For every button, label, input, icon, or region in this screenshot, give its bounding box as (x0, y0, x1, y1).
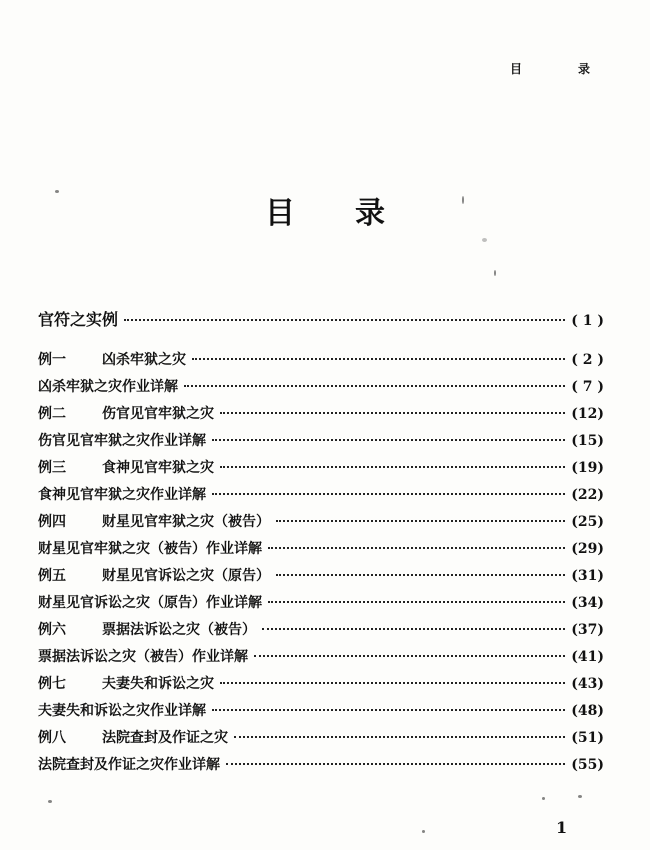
dot-leader (192, 358, 565, 360)
toc-entry-page: (41) (571, 649, 604, 665)
toc-entry-title: 票据法诉讼之灾（被告） (102, 622, 256, 638)
toc-entry-page: (51) (571, 730, 604, 746)
toc-entry[interactable] (38, 619, 604, 646)
scan-speck (494, 270, 496, 276)
toc-entry[interactable] (38, 511, 604, 538)
toc-entry[interactable] (38, 592, 604, 619)
toc-entry-page: (29) (571, 541, 604, 557)
toc-entry[interactable] (38, 673, 604, 700)
toc-section-heading[interactable] (38, 307, 604, 349)
toc-entry-page: (15) (571, 433, 604, 449)
toc-entry-title: 伤官见官牢狱之灾 (102, 406, 214, 422)
toc-entry-title: 凶杀牢狱之灾 (102, 352, 186, 368)
page-number: 1 (556, 818, 568, 837)
toc-entry-page: ( 2 ) (571, 352, 604, 368)
dot-leader (268, 601, 565, 603)
toc-entry[interactable] (38, 538, 604, 565)
toc-entry-title: 夫妻失和诉讼之灾作业详解 (38, 703, 206, 719)
toc-entry-page: (19) (571, 460, 604, 476)
dot-leader (220, 682, 565, 684)
toc-entry-page: ( 7 ) (571, 379, 604, 395)
dot-leader (124, 319, 565, 321)
toc-entry-page: (22) (571, 487, 604, 503)
toc-entry[interactable] (38, 349, 604, 376)
toc-entry-page: (37) (571, 622, 604, 638)
toc-entry[interactable] (38, 565, 604, 592)
dot-leader (268, 547, 565, 549)
toc-entry-title: 食神见官牢狱之灾 (102, 460, 214, 476)
scan-speck (55, 190, 59, 193)
dot-leader (262, 628, 565, 630)
toc-entry-title: 凶杀牢狱之灾作业详解 (38, 379, 178, 395)
toc-entry[interactable] (38, 700, 604, 727)
running-header-right: 录 (577, 62, 590, 76)
dot-leader (212, 439, 565, 441)
toc-entry-label: 例三 (38, 460, 66, 476)
toc-entry[interactable] (38, 457, 604, 484)
toc-entry-title: 票据法诉讼之灾（被告）作业详解 (38, 649, 248, 665)
dot-leader (254, 655, 565, 657)
running-header (510, 60, 590, 77)
dot-leader (276, 574, 565, 576)
toc-entry-title: 夫妻失和诉讼之灾 (102, 676, 214, 692)
toc-entry-title: 伤官见官牢狱之灾作业详解 (38, 433, 206, 449)
toc-entry-title: 法院查封及作证之灾作业详解 (38, 757, 220, 773)
toc-entry-label: 例四 (38, 514, 66, 530)
scan-speck (482, 238, 487, 242)
dot-leader (220, 412, 565, 414)
toc-entry-page: (34) (571, 595, 604, 611)
running-header-left: 目 (510, 62, 523, 76)
toc-entry-label: 例八 (38, 730, 66, 746)
scan-speck (422, 830, 425, 833)
toc-entry-title: 法院查封及作证之灾 (102, 730, 228, 746)
toc-entry-label: 例六 (38, 622, 66, 638)
toc-section-title: 官符之实例 (38, 310, 119, 329)
scan-speck (48, 800, 52, 803)
toc-entry-label: 例二 (38, 406, 66, 422)
toc-entry-title: 食神见官牢狱之灾作业详解 (38, 487, 206, 503)
toc-entry-page: (12) (571, 406, 604, 422)
toc-entry[interactable] (38, 727, 604, 754)
dot-leader (234, 736, 565, 738)
toc-entry-page: (55) (571, 757, 604, 773)
dot-leader (184, 385, 565, 387)
dot-leader (212, 493, 565, 495)
dot-leader (226, 763, 565, 765)
toc-entry[interactable] (38, 484, 604, 511)
toc-entry-title: 财星见官诉讼之灾（原告） (102, 568, 270, 584)
toc-entry-title: 财星见官诉讼之灾（原告）作业详解 (38, 595, 262, 611)
toc-entry-title: 财星见官牢狱之灾（被告）作业详解 (38, 541, 262, 557)
toc-entry[interactable] (38, 754, 604, 781)
toc-entry-page: (25) (571, 514, 604, 530)
toc-entry-label: 例七 (38, 676, 66, 692)
toc-entry[interactable] (38, 646, 604, 673)
page-title-char-1: 目 (265, 196, 295, 231)
dot-leader (220, 466, 565, 468)
page-title (0, 188, 650, 232)
dot-leader (276, 520, 565, 522)
toc-entry[interactable] (38, 430, 604, 457)
toc-entry-label: 例一 (38, 352, 66, 368)
table-of-contents (38, 307, 604, 781)
toc-entry[interactable] (38, 376, 604, 403)
toc-section-page: ( 1 ) (571, 313, 604, 329)
dot-leader (212, 709, 565, 711)
page-title-char-2: 录 (355, 196, 385, 231)
scan-speck (542, 797, 545, 800)
scan-speck (462, 196, 464, 204)
toc-entry-label: 例五 (38, 568, 66, 584)
toc-entry-page: (43) (571, 676, 604, 692)
toc-entry[interactable] (38, 403, 604, 430)
toc-entry-title: 财星见官牢狱之灾（被告） (102, 514, 270, 530)
toc-entry-page: (48) (571, 703, 604, 719)
scan-speck (578, 795, 582, 798)
toc-entry-page: (31) (571, 568, 604, 584)
